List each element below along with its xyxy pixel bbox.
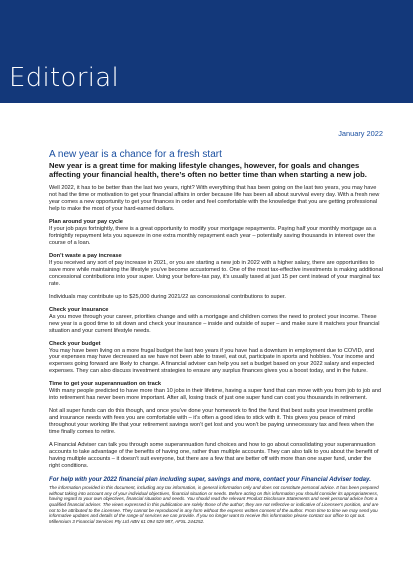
section-paragraph: If your job pays fortnightly, there is a great opportunity to modify your mortgage repayments. Paying half your monthly mortgage as a fortnightly repayment lets you squeeze in one extra monthly repayment each year – potentially saving thousands in interest over the course of a loan. <box>49 226 377 246</box>
section-heading: Time to get your superannuation on track <box>49 381 162 388</box>
article <box>0 129 413 524</box>
section-heading: Don’t waste a pay increase <box>49 253 122 259</box>
editorial-banner <box>0 0 413 103</box>
banner-title: Editorial <box>9 63 120 93</box>
section-paragraph: As you move through your career, priorities change and with a mortgage and children comes the need to protect your income. These new year is a good time to sit down and check your insurance – inside and outside of super – and make sure it matches your financial situation and your current lifestyle needs. <box>49 313 380 334</box>
section-paragraph: A Financial Adviser can talk you through some superannuation fund choices and how to go about consolidating your superannuation accounts to take advantage of the benefits of having one, rather than multiple accounts. They can also talk to you about the benefit of having multiple accounts – it doesn’t suit everyone, but there are a few that are better off with more than one super fund, under the right conditions. <box>49 442 379 469</box>
article-title: A new year is a chance for a fresh start <box>49 149 222 160</box>
section-paragraph: Not all super funds can do this though, and once you’ve done your homework to find the fund that best suits your investment profile and insurance needs with fees you are comfortable with – it’s often a good idea to stick with it. This gives you peace of mind throughout your working life that your retirement savings won’t get lost and you won’t be paying unnecessary tax and fees when the time finally comes to retire. <box>49 408 374 435</box>
section-paragraph: You may have been living on a more frugal budget the last two years if you have had a downturn in employment due to COVID, and your expenses may have decreased as we have not been able to travel, eat out, participate in sports and hobbies. Your income and expenses going forward are likely to change. A financial adviser can help you set a budget based on your 2022 salary and expected expenses. They can also discuss investment strategies to ensure any surplus finances gives you a boost today, and in the future. <box>49 347 375 375</box>
section-paragraph: If you received any sort of pay increase in 2021, or you are starting a new job in 2022 with a higher salary, there are opportunities to save more while maintaining the lifestyle you’ve become accustomed to. One of the most tax-effective investments is making additional concessional contributions into your super. Using your before-tax pay, it’s usually taxed at just 15 per cent instead of your marginal tax rate. <box>49 259 383 287</box>
section-heading: Check your budget <box>49 340 101 347</box>
article-lead: New year is a great time for making lifestyle changes, however, for goals and changes affecting your financial health, there’s often no better time than when starting a new job. <box>49 161 367 180</box>
section-paragraph: With many people predicted to have more than 10 jobs in their lifetime, having a super fund that can move with you from job to job and into retirement has never been more important. After all, losing track of just one super fund can cost you thousands in retirement. <box>49 388 382 402</box>
intro-paragraph: Well 2022, it has to be better than the last two years, right? With everything that has been going on the last two years, you may have not had the time or motivation to get your financial affairs in order because life has been all about survival every day. With a fresh new year comes a new opportunity to get your finances in order and feel comfortable with the knowledge that you are getting professional help to make the most of your hard-earned dollars. <box>49 185 380 213</box>
section-paragraph: Individuals may contribute up to $25,000 during 2021/22 as concessional contributions to super. <box>49 293 286 300</box>
section-heading: Plan around your pay cycle <box>49 219 123 226</box>
call-to-action: For help with your 2022 financial plan including super, savings and more, contact your Financial Adviser today. <box>49 475 371 483</box>
section-heading: Check your insurance <box>49 306 109 313</box>
disclaimer: The information provided in this document, including any tax information, is general information only and does not constitute personal advice. It has been prepared without taking into account any of your individual objectives, financial situation or needs. Before acting on this information you should consider its appropriateness, having regard to your own objectives, financial situation and needs. You should read the relevant Product Disclosure Statements and seek personal advice from a qualified financial adviser. The views expressed in this publication are solely those of the author; they are not reflective or indicative of Licensee’s position, and are not to be attributed to the Licensee. They cannot be reproduced in any form without the express written consent of the author. From time to time we may send you informative updates and details of the range of services we can provide. If you no longer want to receive this information please contact our office to opt out. Millennium 3 Financial Services Pty Ltd ABN 61 094 529 987, AFSL 244252. <box>49 485 379 524</box>
issue-date: January 2022 <box>338 129 383 138</box>
